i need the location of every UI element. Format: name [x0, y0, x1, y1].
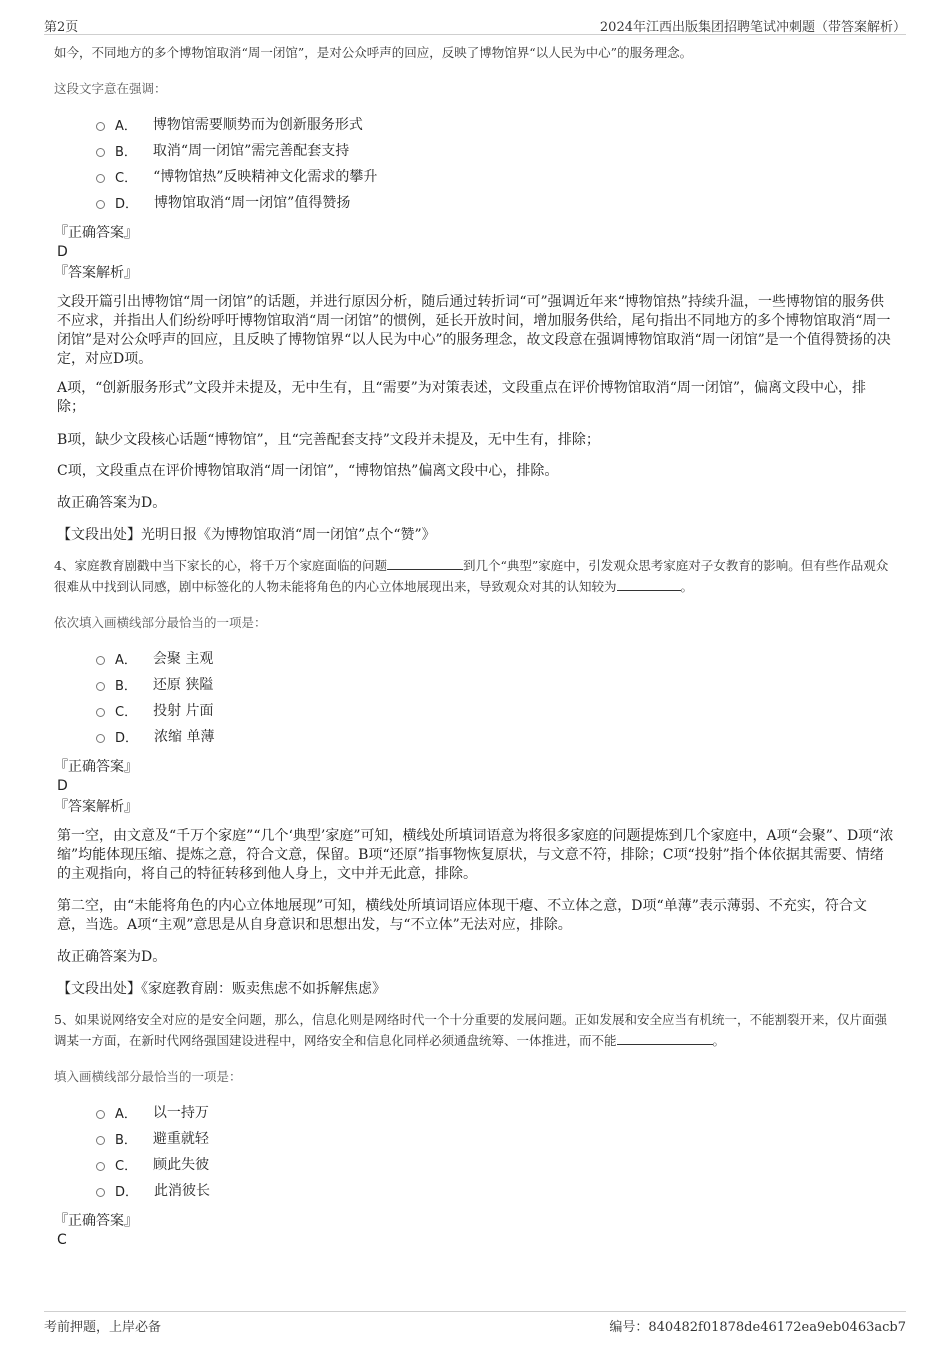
q3-analysis-label: 『答案解析』 — [54, 265, 138, 281]
q3-prompt: 这段文字意在强调： — [54, 81, 167, 96]
radio-icon[interactable] — [96, 148, 105, 157]
q3-source: 【文段出处】光明日报《为博物馆取消“周一闭馆”点个“赞”》 — [57, 527, 436, 543]
document-id: 编号：840482f01878de46172ea9eb0463acb7 — [609, 1320, 906, 1335]
q5-option-b[interactable]: B． 避重就轻 — [96, 1125, 894, 1151]
q3-option-b[interactable]: B． 取消“周一闭馆”需完善配套支持 — [96, 137, 894, 163]
radio-icon[interactable] — [96, 1110, 105, 1119]
radio-icon[interactable] — [96, 734, 105, 743]
q5-option-c[interactable]: C． 顾此失彼 — [96, 1151, 894, 1177]
q5-option-d[interactable]: D． 此消彼长 — [96, 1177, 894, 1203]
radio-icon[interactable] — [96, 708, 105, 717]
content — [54, 40, 894, 1249]
q5-option-a[interactable]: A． 以一持万 — [96, 1099, 894, 1125]
q4-analysis-label: 『答案解析』 — [54, 799, 138, 815]
q3-options — [54, 111, 894, 215]
radio-icon[interactable] — [96, 174, 105, 183]
radio-icon[interactable] — [96, 682, 105, 691]
q3-analysis-2: A项，“创新服务形式”文段并未提及，无中生有，且“需要”为对策表述，文段重点在评价博物馆取消“周一闭馆”，偏离文段中心，排除； — [57, 380, 867, 415]
q5-prompt: 填入画横线部分最恰当的一项是： — [54, 1069, 242, 1084]
radio-icon[interactable] — [96, 1162, 105, 1171]
q4-analysis-2: 第二空，由“未能将角色的内心立体地展现”可知，横线处所填词语应体现干瘪、不立体之意，D项“单薄”表示薄弱、不充实，符合文意，当选。A项“主观”意思是从自身意识和思想出发，与“不立体”无法对应，排除。 — [57, 898, 867, 933]
q4-prompt: 依次填入画横线部分最恰当的一项是： — [54, 615, 267, 630]
q3-answer-label: 『正确答案』 — [54, 225, 138, 241]
q4-blank-2 — [617, 578, 681, 591]
q3-answer: D — [57, 244, 68, 260]
radio-icon[interactable] — [96, 656, 105, 665]
q3-stem: 如今，不同地方的多个博物馆取消“周一闭馆”，是对公众呼声的回应，反映了博物馆界“以人民为中心”的服务理念。 — [54, 45, 693, 60]
q5-answer: C — [57, 1232, 67, 1248]
radio-icon[interactable] — [96, 122, 105, 131]
q3-analysis-4: C项，文段重点在评价博物馆取消“周一闭馆”，“博物馆热”偏离文段中心，排除。 — [57, 463, 559, 479]
q4-stem: 4、家庭教育剧戳中当下家长的心，将千万个家庭面临的问题 到几个“典型”家庭中，引发观众思考家庭对子女教育的影响。但有些作品观众很难从中找到认同感，剧中标签化的人物未能将角色的内心立体地展现出来，导致观众对其的认知较为 。 — [54, 558, 889, 594]
page-footer — [44, 1311, 906, 1336]
q3-analysis-5: 故正确答案为D。 — [57, 495, 167, 511]
q3-option-a[interactable]: A． 博物馆需要顺势而为创新服务形式 — [96, 111, 894, 137]
q4-option-d[interactable]: D． 浓缩 单薄 — [96, 723, 894, 749]
q3-option-d[interactable]: D． 博物馆取消“周一闭馆”值得赞扬 — [96, 189, 894, 215]
q4-answer-label: 『正确答案』 — [54, 759, 138, 775]
q4-analysis-1: 第一空，由文意及“千万个家庭”“几个‘典型’家庭”可知，横线处所填词语意为将很多家庭的问题提炼到几个家庭中，A项“会聚”、D项“浓缩”均能体现压缩、提炼之意，符合文意，保留。B项“还原”指事物恢复原状，与文意不符，排除；C项“投射”指个体依据其需要、情绪的主观指向，将自己的特征转移到他人身上，文中并无此意，排除。 — [57, 828, 894, 882]
q3-option-c[interactable]: C． “博物馆热”反映精神文化需求的攀升 — [96, 163, 894, 189]
q3-analysis-1: 文段开篇引出博物馆“周一闭馆”的话题，并进行原因分析，随后通过转折词“可”强调近年来“博物馆热”持续升温，一些博物馆的服务供不应求，并指出人们纷纷呼吁博物馆取消“周一闭馆”的惯例，延长开放时间，增加服务供给，尾句指出不同地方的多个博物馆取消“周一闭馆”是对公众呼声的回应，且反映了博物馆界“以人民为中心”的服务理念，故文段意在强调博物馆取消“周一闭馆”是一个值得赞扬的决定，对应D项。 — [57, 294, 891, 367]
radio-icon[interactable] — [96, 200, 105, 209]
q4-source: 【文段出处】《家庭教育剧：贩卖焦虑不如拆解焦虑》 — [57, 981, 386, 997]
radio-icon[interactable] — [96, 1188, 105, 1197]
q4-option-a[interactable]: A． 会聚 主观 — [96, 645, 894, 671]
q3-analysis-3: B项，缺少文段核心话题“博物馆”，且“完善配套支持”文段并未提及，无中生有，排除； — [57, 432, 600, 448]
q5-answer-label: 『正确答案』 — [54, 1213, 138, 1229]
q5-blank — [617, 1032, 713, 1045]
page-header — [44, 14, 906, 35]
q4-options — [54, 645, 894, 749]
q4-option-c[interactable]: C． 投射 片面 — [96, 697, 894, 723]
q5-stem: 5、如果说网络安全对应的是安全问题，那么，信息化则是网络时代一个十分重要的发展问题。正如发展和安全应当有机统一，不能割裂开来，仅片面强调某一方面，在新时代网络强国建设进程中，网络安全和信息化同样必须通盘统筹、一体推进，而不能 。 — [54, 1012, 887, 1048]
q4-answer: D — [57, 778, 68, 794]
q5-options — [54, 1099, 894, 1203]
document-title: 2024年江西出版集团招聘笔试冲刺题（带答案解析） — [599, 20, 906, 35]
q4-analysis-3: 故正确答案为D。 — [57, 949, 167, 965]
q4-option-b[interactable]: B． 还原 狭隘 — [96, 671, 894, 697]
page-number: 第2页 — [44, 20, 79, 35]
radio-icon[interactable] — [96, 1136, 105, 1145]
footer-slogan: 考前押题，上岸必备 — [44, 1320, 162, 1335]
q4-blank-1 — [387, 557, 463, 570]
